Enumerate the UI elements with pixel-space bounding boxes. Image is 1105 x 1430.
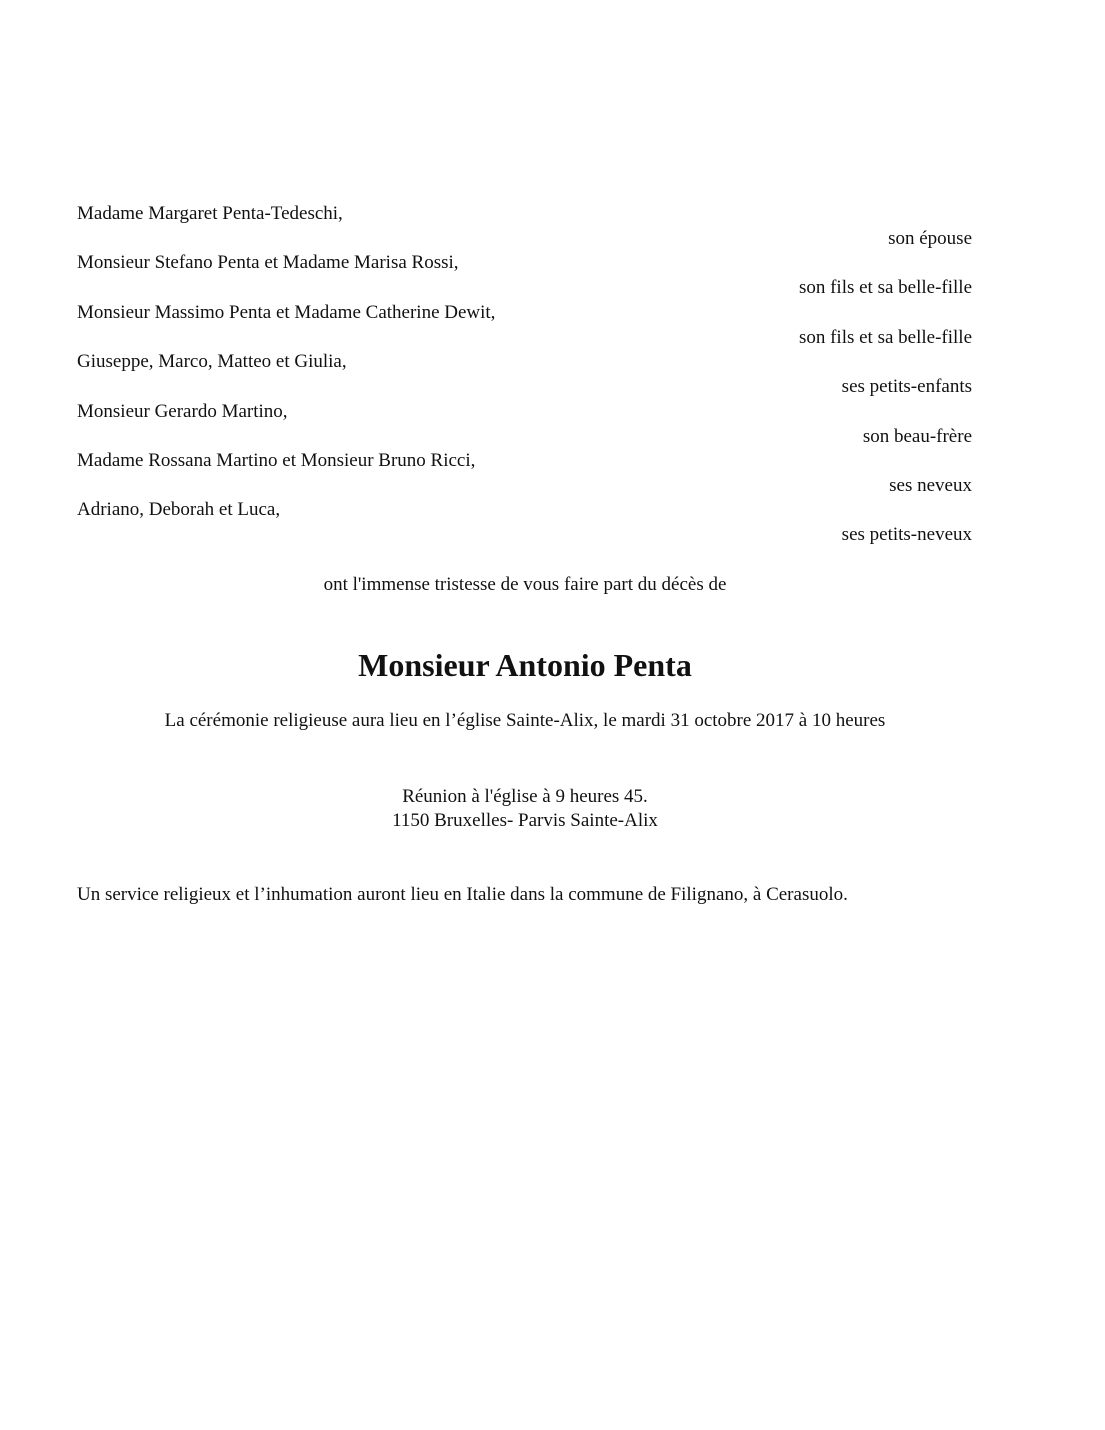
family-entry [77, 251, 972, 300]
family-list [77, 202, 972, 548]
family-member-relation: ses petits-enfants [841, 376, 972, 398]
family-entry [77, 498, 972, 547]
deceased-name-heading: Monsieur Antonio Penta [358, 647, 692, 683]
family-entry [77, 202, 972, 251]
family-member-name: Monsieur Massimo Penta et Madame Catherine Dewit, [77, 301, 496, 323]
announcement-text: ont l'immense tristesse de vous faire part du décès de [323, 574, 727, 595]
family-member-name: Adriano, Deborah et Luca, [77, 499, 281, 521]
church-address: 1150 Bruxelles- Parvis Sainte-Alix [392, 810, 658, 831]
family-member-name: Monsieur Gerardo Martino, [77, 400, 288, 422]
family-member-relation: son épouse [888, 228, 972, 249]
family-member-relation: son fils et sa belle-fille [798, 326, 972, 348]
family-member-name: Madame Margaret Penta-Tedeschi, [77, 203, 343, 224]
ceremony-details: La cérémonie religieuse aura lieu en l’église Sainte-Alix, le mardi 31 octobre 2017 à 10 heures [164, 710, 886, 731]
family-member-relation: son beau-frère [862, 425, 972, 447]
meeting-time: Réunion à l'église à 9 heures 45. [402, 786, 648, 807]
family-entry [77, 400, 972, 449]
family-member-name: Madame Rossana Martino et Monsieur Bruno Ricci, [77, 449, 476, 471]
family-entry [77, 301, 972, 350]
family-member-name: Monsieur Stefano Penta et Madame Marisa Rossi, [77, 252, 459, 274]
family-entry [77, 449, 972, 498]
family-member-relation: son fils et sa belle-fille [798, 277, 972, 299]
family-entry [77, 350, 972, 399]
burial-notice: Un service religieux et l’inhumation auront lieu en Italie dans la commune de Filignano, à Cerasuolo. [77, 884, 848, 905]
family-member-relation: ses neveux [889, 474, 972, 496]
family-member-name: Giuseppe, Marco, Matteo et Giulia, [77, 351, 347, 373]
family-member-relation: ses petits-neveux [841, 524, 972, 546]
